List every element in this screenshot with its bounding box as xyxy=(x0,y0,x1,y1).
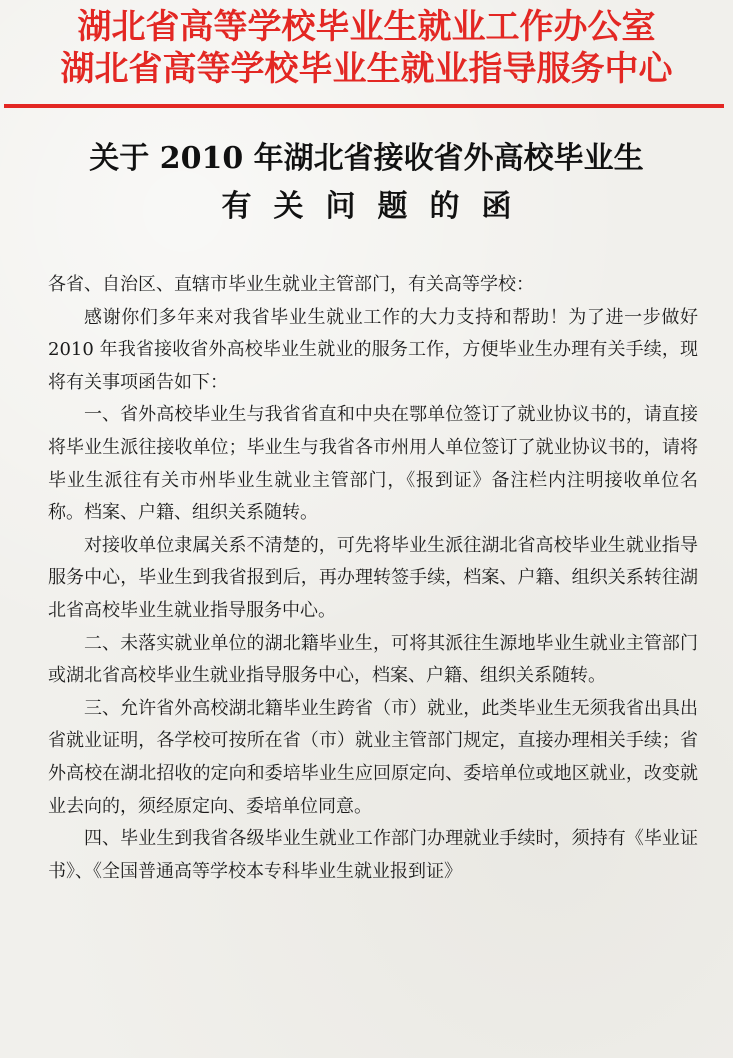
document-title xyxy=(0,135,733,231)
document-title-line1: 关于 2010 年湖北省接收省外高校毕业生 xyxy=(89,141,644,176)
letterhead-center-name: 湖北省高等学校毕业生就业指导服务中心 xyxy=(60,49,673,89)
body-paragraph: 一、省外高校毕业生与我省省直和中央在鄂单位签订了就业协议书的，请直接将毕业生派往接收单位；毕业生与我省各市州用人单位签订了就业协议书的，请将毕业生派往有关市州毕业生就业主管部门，《报到证》备注栏内注明接收单位名称。档案、户籍、组织关系随转。 xyxy=(48,404,698,524)
salutation: 各省、自治区、直辖市毕业生就业主管部门，有关高等学校： xyxy=(48,274,534,295)
document-body xyxy=(48,269,698,888)
letterhead xyxy=(0,6,733,90)
body-paragraph: 感谢你们多年来对我省毕业生就业工作的大力支持和帮助！为了进一步做好 2010 年我省接收省外高校毕业生就业的服务工作，方便毕业生办理有关手续，现将有关事项函告如下： xyxy=(48,306,698,393)
body-paragraph: 四、毕业生到我省各级毕业生就业工作部门办理就业手续时，须持有《毕业证书》、《全国普通高等学校本专科毕业生就业报到证》 xyxy=(48,828,698,882)
body-paragraph: 三、允许省外高校湖北籍毕业生跨省（市）就业，此类毕业生无须我省出具出省就业证明，各学校可按所在省（市）就业主管部门规定，直接办理相关手续；省外高校在湖北招收的定向和委培毕业生应回原定向、委培单位或地区就业，改变就业去向的，须经原定向、委培单位同意。 xyxy=(48,697,698,817)
document-title-line2: 有关问题的函 xyxy=(221,189,534,224)
body-paragraph: 对接收单位隶属关系不清楚的，可先将毕业生派往湖北省高校毕业生就业指导服务中心，毕业生到我省报到后，再办理转签手续，档案、户籍、组织关系转往湖北省高校毕业生就业指导服务中心。 xyxy=(48,534,698,621)
letterhead-office-name: 湖北省高等学校毕业生就业工作办公室 xyxy=(77,7,656,47)
letterhead-red-rule xyxy=(4,104,724,108)
body-paragraph: 二、未落实就业单位的湖北籍毕业生，可将其派往生源地毕业生就业主管部门或湖北省高校毕业生就业指导服务中心，档案、户籍、组织关系随转。 xyxy=(48,632,698,687)
